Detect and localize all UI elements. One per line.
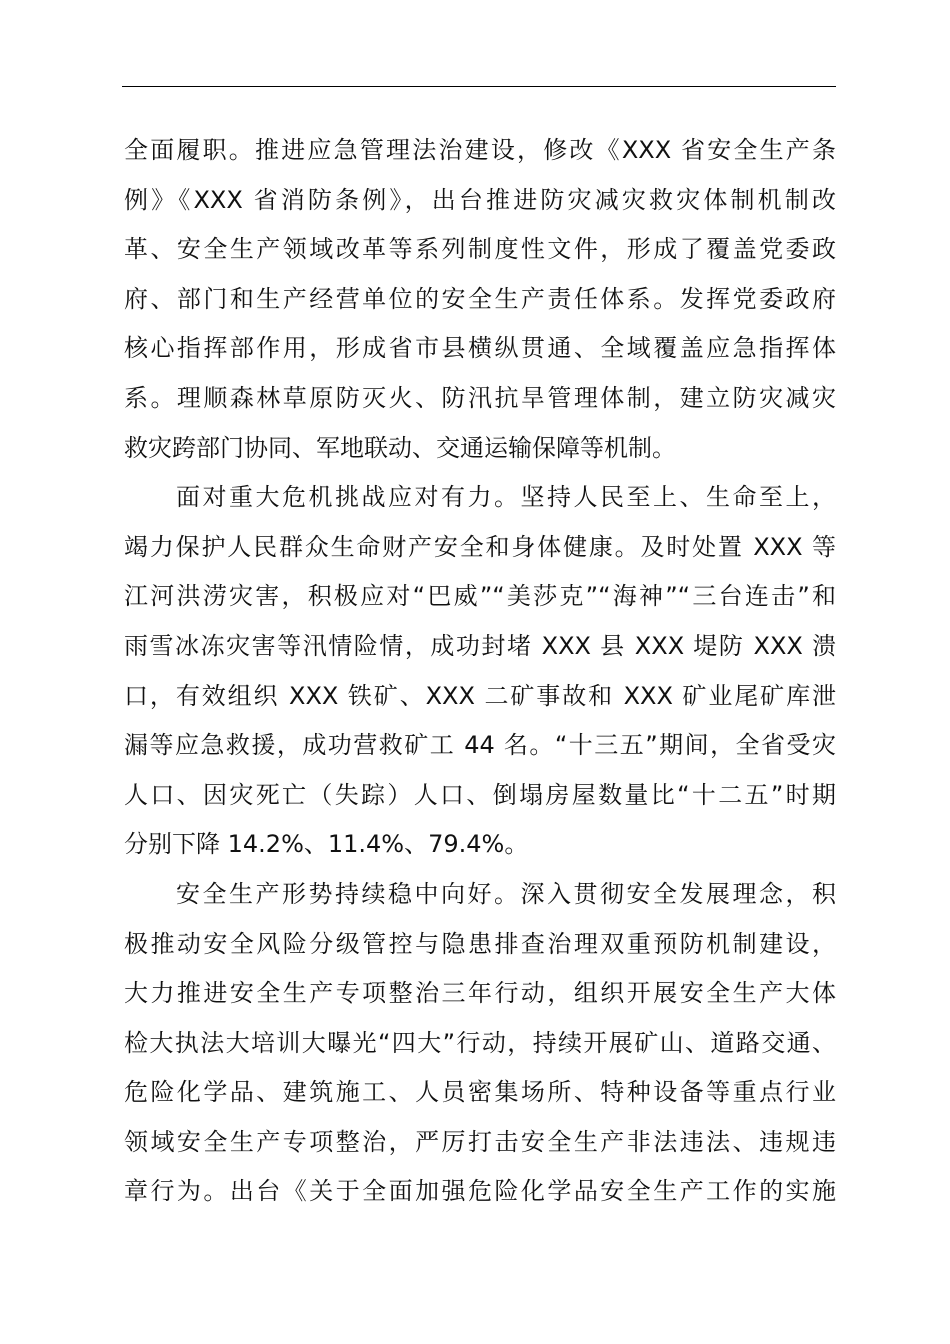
document-body xyxy=(124,126,836,1217)
text-line: 革、安全生产领域改革等系列制度性文件，形成了覆盖党委政 xyxy=(124,235,836,264)
text-line: 口，有效组织 XXX 铁矿、XXX 二矿事故和 XXX 矿业尾矿库泄 xyxy=(124,681,836,710)
paragraph xyxy=(124,473,836,870)
paragraph xyxy=(124,870,836,1217)
text-line: 救灾跨部门协同、军地联动、交通运输保障等机制。 xyxy=(124,433,676,462)
text-line: 安全生产形势持续稳中向好。深入贯彻安全发展理念，积 xyxy=(176,879,836,908)
text-line: 章行为。出台《关于全面加强危险化学品安全生产工作的实施 xyxy=(124,1177,836,1206)
text-line: 府、部门和生产经营单位的安全生产责任体系。发挥党委政府 xyxy=(124,284,836,313)
header-rule xyxy=(122,86,836,87)
text-line: 领域安全生产专项整治，严厉打击安全生产非法违法、违规违 xyxy=(124,1127,836,1156)
text-line: 江河洪涝灾害，积极应对“巴威”“美莎克”“海神”“三台连击”和 xyxy=(124,582,836,611)
text-line: 系。理顺森林草原防灭火、防汛抗旱管理体制，建立防灾减灾 xyxy=(124,383,836,412)
text-line: 雨雪冰冻灾害等汛情险情，成功封堵 XXX 县 XXX 堤防 XXX 溃 xyxy=(124,631,836,660)
text-line: 核心指挥部作用，形成省市县横纵贯通、全域覆盖应急指挥体 xyxy=(124,334,836,363)
paragraph xyxy=(124,126,836,473)
text-line: 极推动安全风险分级管控与隐患排查治理双重预防机制建设， xyxy=(124,929,836,958)
text-line: 全面履职。推进应急管理法治建设，修改《XXX 省安全生产条 xyxy=(124,136,836,164)
text-line: 人口、因灾死亡（失踪）人口、倒塌房屋数量比“十二五”时期 xyxy=(124,780,836,809)
text-line: 分别下降 14.2%、11.4%、79.4%。 xyxy=(124,830,529,859)
text-line: 检大执法大培训大曝光“四大”行动，持续开展矿山、道路交通、 xyxy=(124,1028,836,1057)
text-line: 危险化学品、建筑施工、人员密集场所、特种设备等重点行业 xyxy=(124,1078,836,1107)
text-line: 竭力保护人民群众生命财产安全和身体健康。及时处置 XXX 等 xyxy=(124,532,836,561)
text-line: 例》《XXX 省消防条例》，出台推进防灾减灾救灾体制机制改 xyxy=(124,185,836,214)
text-line: 漏等应急救援，成功营救矿工 44 名。“十三五”期间，全省受灾 xyxy=(124,731,836,760)
text-line: 面对重大危机挑战应对有力。坚持人民至上、生命至上， xyxy=(176,483,836,512)
text-line: 大力推进安全生产专项整治三年行动，组织开展安全生产大体 xyxy=(124,979,836,1008)
